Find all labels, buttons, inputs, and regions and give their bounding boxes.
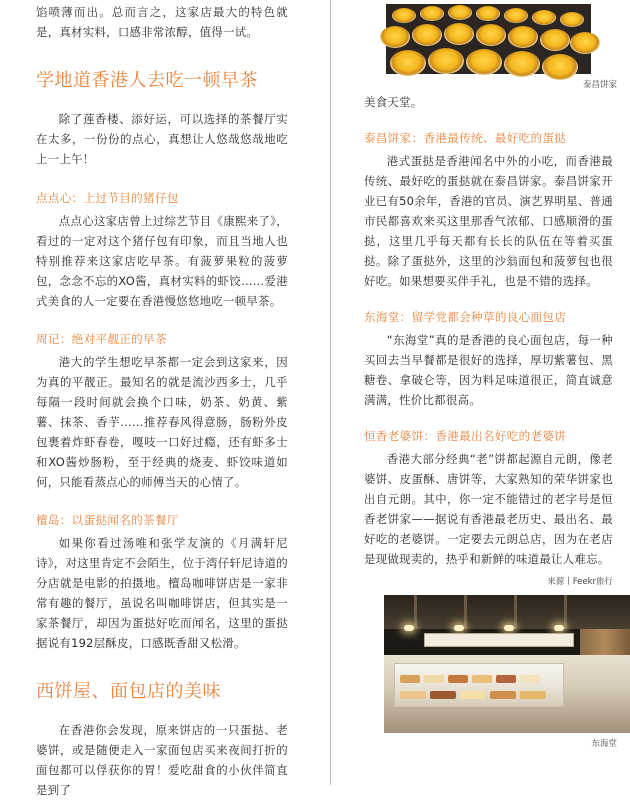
shop-body-taichang: 港式蛋挞是香港闻名中外的小吃，而香港最传统、最好吃的蛋挞就在泰昌饼家。泰昌饼家开业已有50余年，香港的官员、演艺界明星、普通市民都喜欢来买这里那香气浓郁、口感顺滑的蛋挞，这里几乎每天都有长长的队伍在等着买蛋挞。除了蛋挞外，这里的沙翁面包和菠萝包也很好吃。如果想要买伴手礼，也是不错的选择。 [364,154,613,288]
continuation-text: 美食天堂。 [364,95,423,109]
shop-body-tunghoitong: “东海堂”真的是香港的良心面包店，每一种买回去当早餐都是很好的选择，厚切紫薯包、黑糖卷、拿破仑等，因为料足味道很正，简直诚意满满，性价比都很高。 [364,333,613,407]
section-title-morning-tea: 学地道香港人去吃一顿早茶 [36,70,258,91]
shop-body-dimdimsum: 点点心这家店曾上过综艺节目《康熙来了》，看过的一定对这个猪仔包有印象，而且当地人也特别推荐来这家店吃早茶。有菠萝果粒的菠萝包，念念不忘的XO酱，真材实料的虾饺……爱港式美食的人一定要在香港慢悠悠地吃一顿早茶。 [36,214,288,308]
shop-body-tandao: 如果你看过汤唯和张学友演的《月满轩尼诗》，对这里肯定不会陌生，位于湾仔轩尼诗道的分店就是电影的拍摄地。檀岛咖啡饼店是一家非常有趣的餐厅，虽说名叫咖啡饼店，但其实是一家茶餐厅，却因为蛋挞好吃而闻名，这里的蛋挞据说有192层酥皮，口感既香甜又松滑。 [36,536,288,650]
shop-title-tunghoitong: 东海堂：留学党都会种草的良心面包店 [364,310,567,324]
shop-title-dimdimsum: 点点心：上过节目的猪仔包 [36,191,179,205]
shop-title-hanghueng: 恒香老婆饼：香港最出名好吃的老婆饼 [364,429,567,443]
column-divider [330,0,331,785]
photo-caption-taichang: 泰昌饼家 [582,80,617,90]
intro-fragment: 馅喷薄而出。总而言之，这家店最大的特色就是，真材实料，口感非常浓醇，值得一试。 [36,5,288,39]
section-body-bakeries: 在香港你会发现，原来饼店的一只蛋挞、老婆饼，或是随便走入一家面包店买来夜间打折的面包都可以俘获你的胃！爱吃甜食的小伙伴简直是到了 [36,723,288,797]
photo-caption-tunghoitong: 东海堂 [591,739,617,749]
bakery-shop-photo [384,595,630,733]
right-column [344,0,627,749]
shop-title-tandao: 檀岛：以蛋挞闻名的茶餐厅 [36,513,179,527]
source-note: 来源丨Feekr旅行 [547,577,613,587]
shop-title-zhouji: 周记：绝对平靓正的早茶 [36,332,167,346]
shop-title-taichang: 泰昌饼家：香港最传统、最好吃的蛋挞 [364,131,567,145]
egg-tart-photo [386,4,591,74]
section-body-morning-tea: 除了莲香楼、添好运，可以选择的茶餐厅实在太多，一份份的点心，真想让人悠哉悠哉地吃上一上午！ [36,112,288,166]
shop-body-zhouji: 港大的学生想吃早茶都一定会到这家来，因为真的平靓正。最知名的就是流沙西多士，几乎每隔一段时间就会换个口味，奶茶、奶黄、紫薯、抹茶、香芋……推荐春风得意肠，肠粉外皮包裹着炸虾春卷，嘎吱一口好过瘾，还有虾多士和XO酱炒肠粉，至于经典的烧麦、虾饺味道如何，只能看蒸点心的师傅当天的心情了。 [36,355,288,489]
shop-body-hanghueng: 香港大部分经典“老”饼都起源自元朗，像老婆饼、皮蛋酥、唐饼等，大家熟知的荣华饼家也出自元朗。其中，你一定不能错过的老字号是恒香老饼家——据说有香港最老历史、最出名、最好吃的老婆饼。一定要去元朗总店，因为在老店是现做现卖的，热乎和新鲜的味道最让人难忘。 [364,452,613,566]
section-title-bakeries: 西饼屋、面包店的美味 [36,681,221,702]
